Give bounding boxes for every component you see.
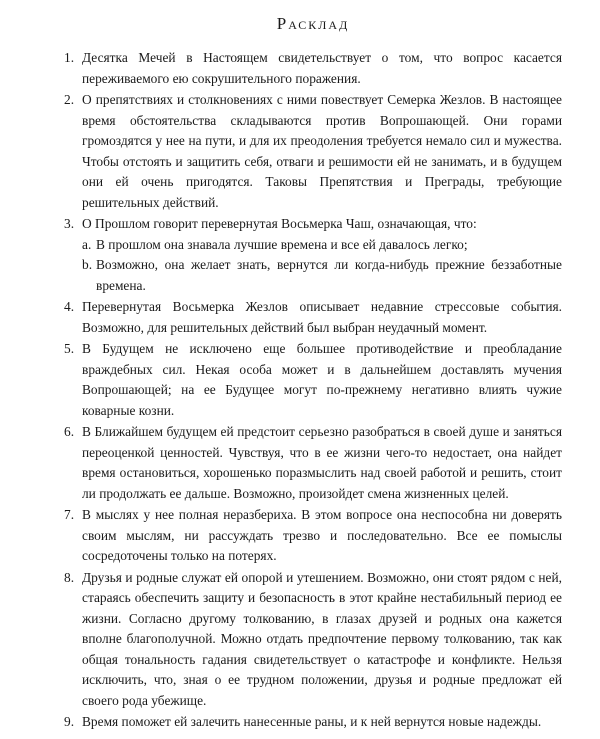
item-body [82, 505, 562, 567]
item-text: О препятствиях и столкновениях с ними повествует Семерка Жезлов. В настоящее время обстоятельства складываются против Вопрошающей. Они горами громоздятся у нее на пути, и для их преодоления требуется немало сил и мужества. Чтобы отстоять и защитить себя, отваги и решимости ей не занимать, и в будущем они ей очень пригодятся. Таковы Препятствия и Преграды, требующие решительных действий. [82, 92, 562, 210]
item-body [82, 214, 562, 296]
sub-item-text: Возможно, она желает знать, вернутся ли когда-нибудь прежние беззаботные времена. [96, 257, 562, 293]
item-text: В Ближайшем будущем ей предстоит серьезно разобраться в своей душе и заняться переоценкой ценностей. Чувствуя, что в ее жизни чего-то недостает, она найдет время остановиться, хорошенько поразмыслить над своей работой и решить, стоит ли продолжать ее дальше. Возможно, произойдет смена жизненных целей. [82, 424, 562, 501]
item-text: В мыслях у нее полная неразбериха. В этом вопросе она неспособна ни доверять своим мыслям, ни рассуждать трезво и последовательно. Все ее помыслы сосредоточены только на потерях. [82, 507, 562, 563]
item-body [82, 90, 562, 213]
item-body [82, 712, 562, 733]
item-text: О Прошлом говорит перевернутая Восьмерка Чаш, означающая, что: [82, 216, 477, 231]
list-item [64, 339, 562, 421]
sub-item-text: В прошлом она знавала лучшие времена и все ей давалось легко; [96, 236, 468, 252]
item-body [82, 297, 562, 338]
list-item [64, 505, 562, 567]
item-number: 8. [64, 569, 75, 585]
item-number: 2. [64, 92, 75, 107]
list-item [64, 297, 562, 338]
sub-item-label: а. [82, 236, 92, 252]
list-item [64, 568, 562, 712]
item-body [82, 48, 562, 89]
item-number: 3. [64, 216, 75, 231]
page-title: Расклад [276, 14, 350, 33]
item-text: Время поможет ей залечить нанесенные раны, и к ней вернутся новые надежды. [82, 714, 542, 729]
list-item [64, 214, 562, 296]
item-text: Десятка Мечей в Настоящем свидетельствует о том, что вопрос касается переживаемого ею сокрушительного поражения. [82, 50, 562, 86]
sub-item [82, 235, 562, 256]
numbered-list [64, 48, 562, 733]
item-body [82, 568, 562, 712]
item-number: 6. [64, 424, 75, 439]
list-item [64, 712, 562, 733]
item-number: 9. [64, 714, 75, 729]
item-body [82, 339, 562, 421]
item-number: 7. [64, 507, 75, 522]
item-text: В Будущем не исключено еще большее противодействие и преобладание враждебных сил. Некая особа может и в дальнейшем доставлять мучения Вопрошающей; на ее Будущее могут по-прежнему негативно влиять чужие коварные козни. [82, 341, 562, 418]
item-text: Перевернутая Восьмерка Жезлов описывает недавние стрессовые события. Возможно, для решительных действий был выбран неудачный момент. [82, 299, 562, 335]
sub-item-label: b. [82, 257, 93, 272]
item-number: 1. [64, 50, 75, 65]
item-number: 4. [64, 299, 75, 314]
item-number: 5. [64, 341, 75, 356]
list-item [64, 422, 562, 504]
item-body [82, 422, 562, 504]
sub-item [82, 255, 562, 296]
item-text: Друзья и родные служат ей опорой и утешением. Возможно, они стоят рядом с ней, стараясь обеспечить защиту и безопасность в этот крайне нестабильный период ее жизни. Согласно другому толкованию, в глазах друзей и родных она кажется вполне благополучной. Можно отдать предпочтение первому толкованию, так как общая тональность гадания свидетельствует о катастрофе и конфликте. Нельзя исключить, что, зная о ее трудном положении, друзья и родные предложат ей своего рода убежище. [82, 569, 562, 708]
list-item [64, 90, 562, 213]
list-item [64, 48, 562, 89]
